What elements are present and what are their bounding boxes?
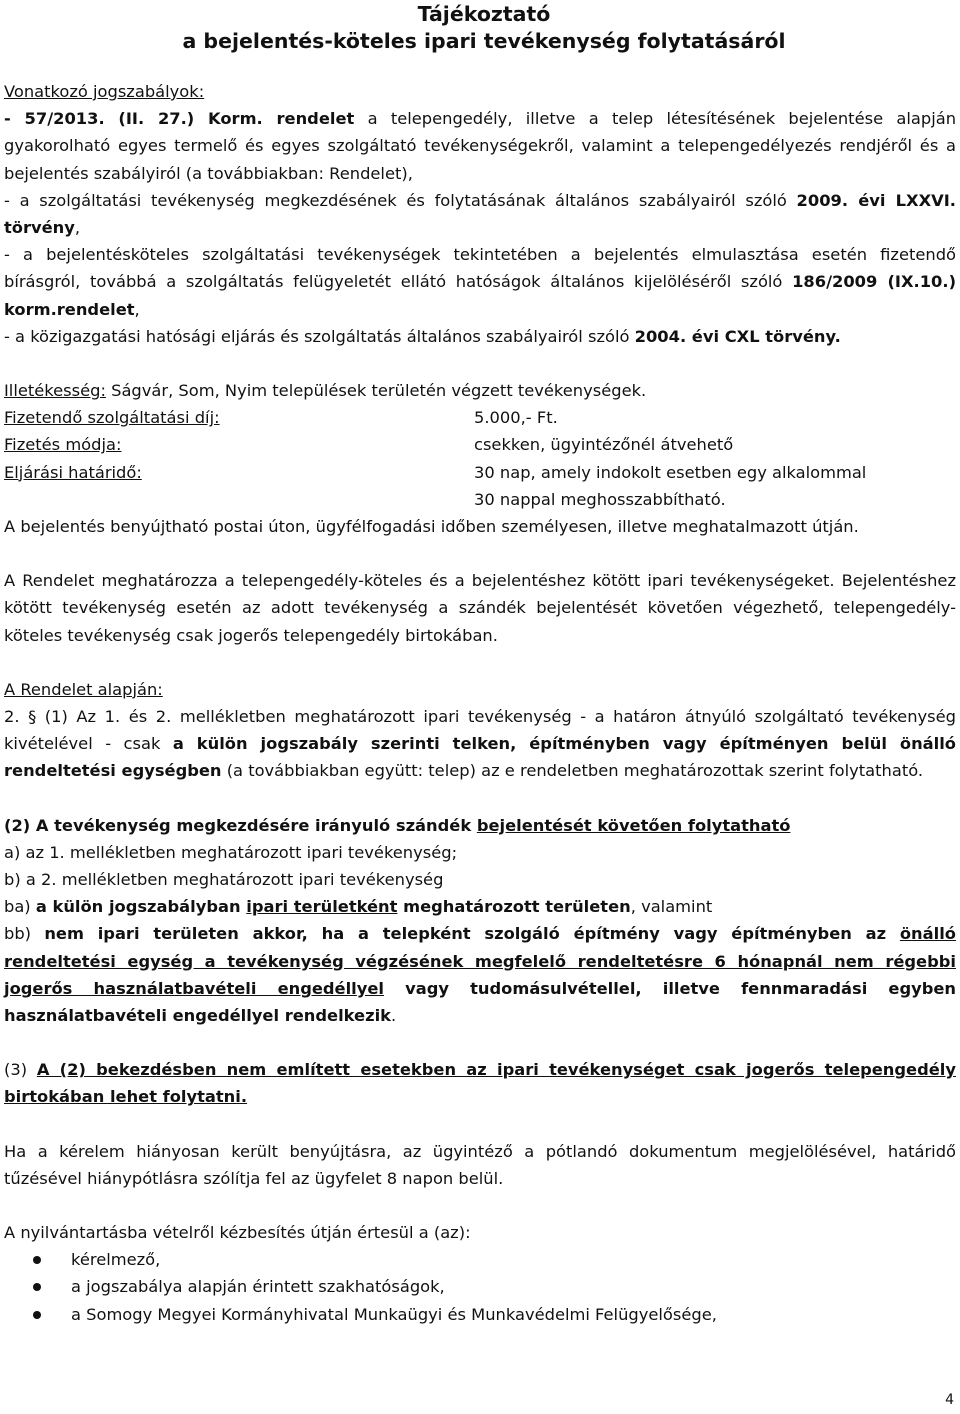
section-2 <box>4 812 956 1030</box>
section-1-text-bold: a külön jogszabály szerinti telken, építményben vagy építményen belül önálló rendeltetési egységben <box>4 734 956 781</box>
ba-text-3: meghatározott területen <box>397 897 631 917</box>
document-page <box>4 0 956 1328</box>
deadline-label: Eljárási határidő: <box>4 462 142 482</box>
law-3-end: , <box>134 299 140 319</box>
fee-row <box>4 404 956 431</box>
title-line-1: Tájékoztató <box>417 2 551 26</box>
law-4-reference: 2004. évi CXL törvény. <box>634 326 841 346</box>
alapjan-heading: A Rendelet alapján: <box>4 679 163 699</box>
list-item-text: kérelmező, <box>71 1250 161 1270</box>
law-3-text: - a bejelentésköteles szolgáltatási tevékenységek tekintetében a bejelentés elmulasztása esetén fizetendő bírásgról, továbbá a szolgáltatás felügyeletét ellátó hatóságok általános kijelöléséről szóló <box>4 245 956 292</box>
list-item <box>4 1246 956 1273</box>
law-item-4 <box>4 323 956 350</box>
section-2-item-ba <box>4 893 956 920</box>
list-item <box>4 1301 956 1328</box>
bb-text-3: vagy tudomásulvétellel, illetve fennmaradási egyben használatbavételi engedéllyel rendelkezik <box>4 978 956 1026</box>
law-3-reference: 186/2009 (IX.10.) korm.rendelet <box>4 272 957 319</box>
deadline-value-2: 30 nappal meghosszabbítható. <box>474 489 726 509</box>
notification-section <box>4 1219 956 1328</box>
law-2-end: , <box>74 218 81 238</box>
payment-row <box>4 431 956 458</box>
bullet-icon <box>33 1283 41 1291</box>
bb-text-4: . <box>390 1006 397 1026</box>
list-item <box>4 1273 956 1300</box>
deadline-value-1: 30 nap, amely indokolt esetben egy alkalommal <box>474 462 867 482</box>
law-1-text: a telepengedély, illetve a telep létesítésének bejelentése alapján gyakorolható egyes termelő és egyes szolgáltató tevékenységekről, valamint a telepengedélyezés rendjéről és a bejelentés szabályiról (a továbbiakban: Rendelet), <box>4 109 957 183</box>
alapjan-section <box>4 676 956 785</box>
submission-text: A bejelentés benyújtható postai úton, ügyfélfogadási időben személyesen, illetve meghatalmazott útján. <box>4 516 859 536</box>
notification-list <box>4 1246 956 1328</box>
section-2-heading-a: (2) A tevékenység megkezdésére irányuló szándék <box>4 815 477 835</box>
deadline-row <box>4 459 956 486</box>
bullet-icon <box>33 1311 41 1319</box>
section-1-paragraph <box>4 703 956 785</box>
bullet-icon <box>33 1256 41 1264</box>
jurisdiction-label: Illetékesség: <box>4 381 106 401</box>
missing-docs-paragraph: Ha a kérelem hiányosan került benyújtásra, az ügyintéző a pótlandó dokumentum megjelölésével, határidő tűzésével hiánypótlásra szólítja fel az ügyfelet 8 napon belül. <box>4 1141 956 1188</box>
jurisdiction-text: Ságvár, Som, Nyim települések területén végzett tevékenységek. <box>105 381 647 401</box>
section-3-text: A (2) bekezdésben nem említett esetekben az ipari tevékenységet csak jogerős telepengedély birtokában lehet folytatni. <box>4 1060 956 1107</box>
fee-value: 5.000,- Ft. <box>474 408 558 428</box>
ba-prefix: ba) <box>4 897 36 917</box>
list-item-text: a Somogy Megyei Kormányhivatal Munkaügyi és Munkavédelmi Felügyelősége, <box>71 1304 717 1324</box>
laws-heading: Vonatkozó jogszabályok: <box>4 82 205 101</box>
fee-label: Fizetendő szolgáltatási díj: <box>4 408 220 428</box>
section-1-text-c: (a továbbiakban együtt: telep) az e rendeletben meghatározottak szerint folytatható. <box>221 761 924 781</box>
bb-text-2: önálló rendeltetési egység a tevékenység végzésének megfelelő rendeltetésre 6 hónapnál nem régebbi jogerős használatbavételi engedéllyel <box>4 924 956 998</box>
law-2-reference: 2009. évi LXXVI. törvény <box>4 190 956 238</box>
jurisdiction-line <box>4 377 956 404</box>
info-section <box>4 377 956 540</box>
bb-text-1: nem ipari területen akkor, ha a telepként szolgáló építmény vagy építményben az <box>44 924 900 944</box>
rendelet-paragraph: A Rendelet meghatározza a telepengedély-köteles és a bejelentéshez kötött ipari tevékenységeket. Bejelentéshez kötött tevékenység esetén az adott tevékenység a szándék bejelentését követően végezhető, telepengedély-köteles tevékenység csak jogerős telepengedély birtokában. <box>4 571 956 645</box>
list-item-text: a jogszabálya alapján érintett szakhatóságok, <box>71 1277 445 1297</box>
section-3-prefix: (3) <box>4 1060 37 1080</box>
notification-intro: A nyilvántartásba vételről kézbesítés útján értesül a (az): <box>4 1223 471 1243</box>
law-item-3 <box>4 241 956 323</box>
section-2-item-b: b) a 2. mellékletben meghatározott ipari tevékenység <box>4 870 444 890</box>
ba-text-2: ipari területként <box>246 897 398 917</box>
section-2-item-a: a) az 1. mellékletben meghatározott ipari tevékenység; <box>4 842 458 862</box>
document-title <box>4 0 956 55</box>
section-1-text-a: 2. § (1) Az 1. és 2. mellékletben meghatározott ipari tevékenység - a határon átnyúló szolgáltató tevékenység kivételével - csak <box>4 707 956 754</box>
ba-text-4: , valamint <box>630 897 713 917</box>
section-3-paragraph <box>4 1056 956 1110</box>
payment-label: Fizetés módja: <box>4 435 122 455</box>
deadline-row-2 <box>4 486 956 513</box>
section-2-heading <box>4 812 956 839</box>
title-line-2: a bejelentés-köteles ipari tevékenység folytatásáról <box>182 29 786 53</box>
payment-value: csekken, ügyintézőnél átvehető <box>474 435 734 455</box>
law-2-text: - a szolgáltatási tevékenység megkezdésének és folytatásának általános szabályairól szóló <box>4 190 797 210</box>
law-1-reference: - 57/2013. (II. 27.) Korm. rendelet <box>4 109 355 129</box>
law-item-2 <box>4 187 956 241</box>
laws-section <box>4 78 956 350</box>
page-number: 4 <box>945 1392 954 1408</box>
ba-text-1: a külön jogszabályban <box>35 897 247 917</box>
section-2-item-bb <box>4 920 956 1029</box>
section-2-heading-b: bejelentését követően folytatható <box>476 815 791 835</box>
bb-prefix: bb) <box>4 924 45 944</box>
law-item-1 <box>4 105 956 187</box>
law-4-text: - a közigazgatási hatósági eljárás és szolgáltatás általános szabályairól szóló <box>4 326 635 346</box>
